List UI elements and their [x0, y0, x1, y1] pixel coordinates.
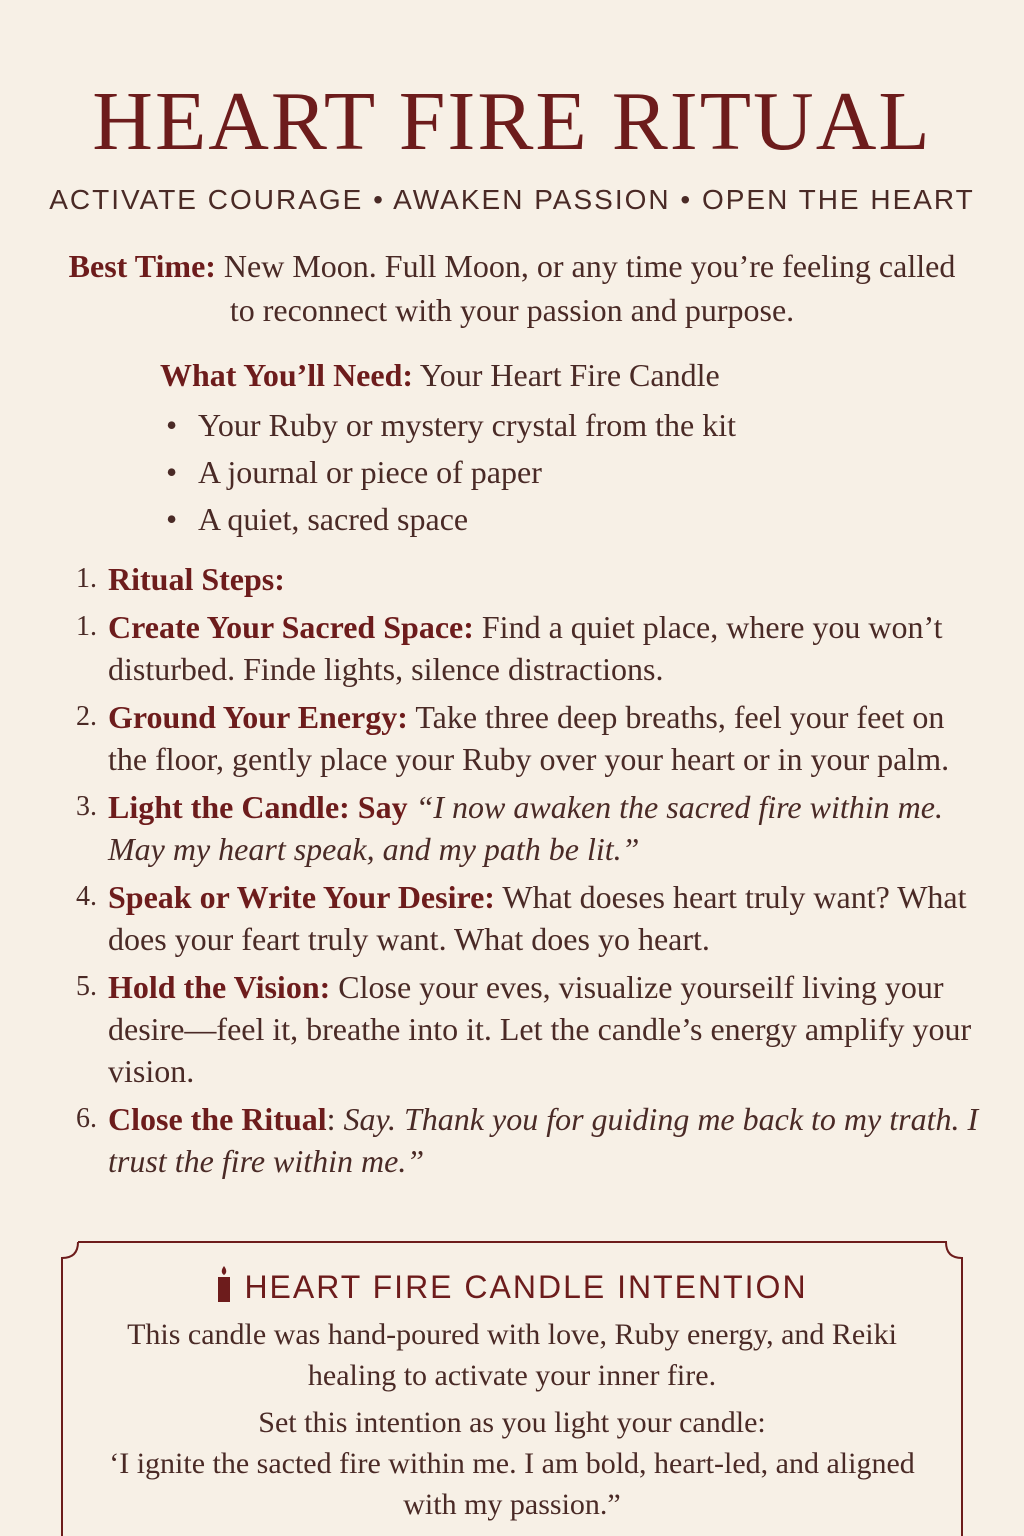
subtitle: ACTIVATE COURAGE • AWAKEN PASSION • OPEN THE HEART: [49, 184, 975, 215]
step-text: Take three deep breaths, feel your feet on the floor, gently place your Ruby over your heart or in your palm.: [108, 699, 950, 777]
step-item: [72, 876, 982, 960]
best-time-text: New Moon. Full Moon, or any time you’re feeling called to reconnect with your passion and purpose.: [223, 248, 956, 328]
intention-quote: ‘I ignite the sacted fire within me. I am bold, heart-led, and aligned with my passion.”: [109, 1447, 915, 1521]
step-title-colon: :: [326, 1101, 336, 1137]
step-title: Hold the Vision:: [108, 969, 331, 1005]
step-number: 2.: [76, 701, 97, 732]
intention-line: Set this intention as you light your candle:: [258, 1406, 766, 1439]
needs-first-item: Your Heart Fire Candle: [419, 357, 720, 393]
step-number: 6.: [76, 1103, 97, 1134]
step-text: “I now awaken the sacred fire within me. May my heart speak, and my path be lit.”: [108, 789, 943, 867]
step-item: [72, 966, 982, 1092]
step-text: Say. Thank you for guiding me back to my trath. I trust the fire within me.”: [108, 1101, 979, 1179]
best-time-label: Best Time:: [68, 248, 216, 284]
page-title: HEART FIRE RITUAL: [92, 75, 932, 168]
step-item: [72, 606, 982, 690]
intention-line: This candle was hand-poured with love, Ruby energy, and Reiki healing to activate your inner fire.: [127, 1318, 897, 1392]
steps-heading-text: Ritual Steps:: [108, 561, 285, 597]
candle-icon: [216, 1266, 232, 1302]
step-text: Find a quiet place, where you won’t disturbed. Finde lights, silence distractions.: [108, 609, 943, 687]
step-title: Speak or Write Your Desire:: [108, 879, 495, 915]
intention-title-text: HEART FIRE CANDLE INTENTION: [244, 1269, 808, 1305]
step-text: What doeses heart truly want? What does your feart truly want. What does yo heart.: [108, 879, 967, 957]
ritual-steps: [72, 558, 982, 1188]
steps-heading: [72, 558, 982, 600]
step-title: Light the Candle: Say: [108, 789, 408, 825]
step-item: [72, 696, 982, 780]
step-number: 1.: [76, 563, 97, 594]
needs-list: [160, 402, 940, 543]
needs-list-item: • Your Ruby or mystery crystal from the kit: [160, 402, 940, 449]
step-number: 3.: [76, 791, 97, 822]
step-title: Ground Your Energy:: [108, 699, 408, 735]
needs-list-item: • A journal or piece of paper: [160, 449, 940, 496]
needs-section: [160, 352, 940, 543]
step-number: 5.: [76, 971, 97, 1002]
step-number: 1.: [76, 611, 97, 642]
needs-label: What You’ll Need:: [160, 357, 414, 393]
step-item: [72, 1098, 982, 1182]
needs-list-item: • A quiet, sacred space: [160, 496, 940, 543]
intention-text: [80, 1314, 944, 1525]
step-title: Close the Ritual: [108, 1101, 327, 1137]
best-time-section: [60, 244, 964, 332]
intention-title: [0, 1266, 1024, 1306]
needs-header: [160, 352, 940, 398]
step-text: Close your eves, visualize yourseilf living your desire—feel it, breathe into it. Let the candle’s energy amplify your vision.: [108, 969, 972, 1089]
step-number: 4.: [76, 881, 97, 912]
step-title: Create Your Sacred Space:: [108, 609, 474, 645]
step-item: [72, 786, 982, 870]
